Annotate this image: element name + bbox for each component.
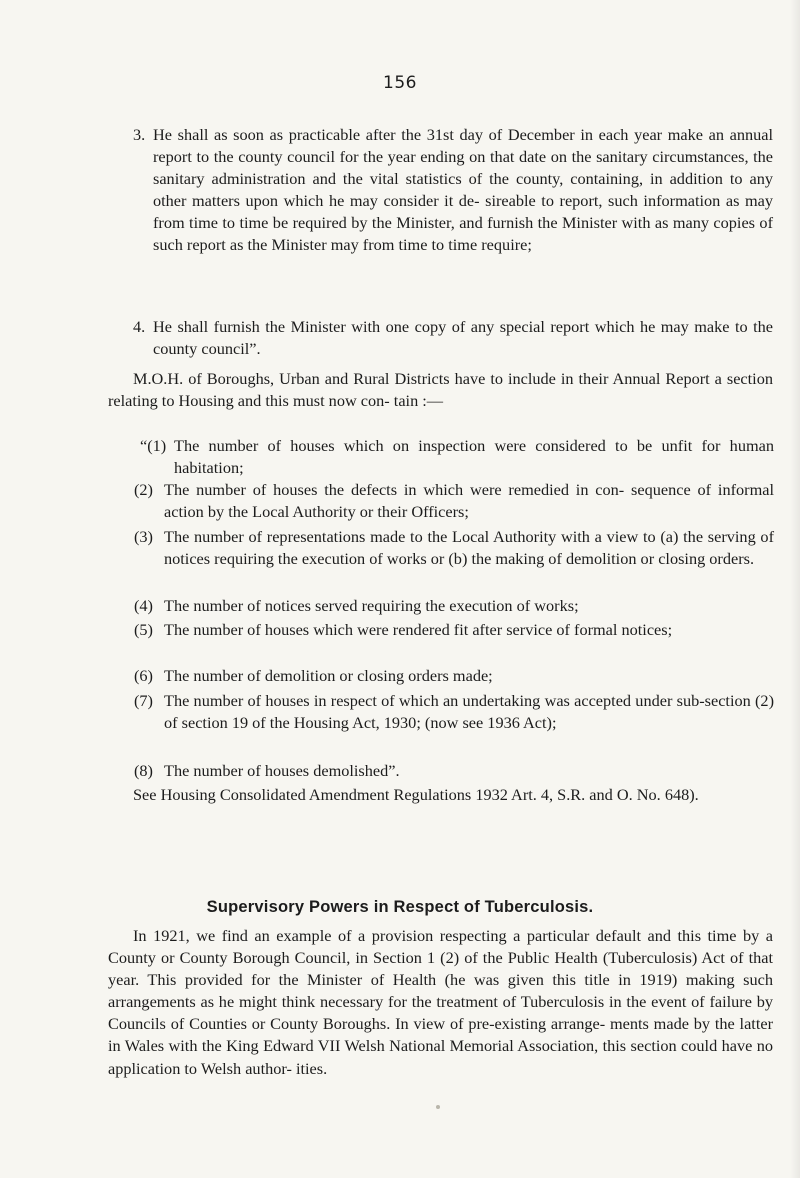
housing-item-1-text: The number of houses which on inspection were considered to be unfit for human habitation; — [174, 436, 774, 478]
housing-item-7-text: The number of houses in respect of which an undertaking was accepted under sub-section (2) of section 19 of the Housing Act, 1930; (now see 1936 Act); — [164, 691, 774, 733]
housing-item-8-number: (8) — [134, 761, 153, 780]
page-edge-shadow — [790, 0, 800, 1178]
see-reference-paragraph: See Housing Consolidated Amendment Regulations 1932 Art. 4, S.R. and O. No. 648). — [133, 785, 699, 804]
housing-item-6-text: The number of demolition or closing orders made; — [164, 666, 493, 685]
housing-item-6 — [134, 665, 774, 687]
clause-4-number: 4. — [133, 317, 146, 336]
housing-item-2-text: The number of houses the defects in which were remedied in con- sequence of informal action by the Local Authority or their Officers; — [164, 480, 774, 522]
clause-3-text: He shall as soon as practicable after the 31st day of December in each year make an annual report to the county council for the year ending on that date on the sanitary circumstances, the sanitary administration and the vital statistics of the county, containing, in addition to any other matters upon which he may consider it de- sireable to report, such information as may from time to time be required by the Minister, and furnish the Minister with as many copies of such report as the Minister may from time to time require; — [153, 125, 773, 255]
housing-item-2 — [134, 479, 774, 523]
housing-item-5-number: (5) — [134, 620, 153, 639]
clause-3 — [133, 124, 773, 257]
housing-item-1-number: “(1) — [140, 436, 167, 455]
housing-item-8 — [134, 760, 774, 782]
housing-item-6-number: (6) — [134, 666, 153, 685]
housing-item-3 — [134, 526, 774, 570]
housing-item-3-number: (3) — [134, 527, 153, 546]
clause-3-number: 3. — [133, 125, 146, 144]
tuberculosis-paragraph: In 1921, we find an example of a provision respecting a particular default and this time by a County or County Borough Council, in Section 1 (2) of the Public Health (Tuberculosis) Act of that year. This provided for the Minister of Health (he was given this title in 1919) making such arrangements as he might think necessary for the treatment of Tuberculosis in the event of failure by Councils of Counties or County Boroughs. In view of pre-existing arrange- ments made by the latter in Wales with the King Edward VII Welsh National Memorial Association, this section could have no application to Welsh author- ities. — [108, 926, 773, 1078]
housing-item-7-number: (7) — [134, 691, 153, 710]
housing-item-3-text: The number of representations made to the Local Authority with a view to (a) the serving of notices requiring the execution of works or (b) the making of demolition or closing orders. — [164, 527, 774, 569]
housing-item-7 — [134, 690, 774, 734]
housing-item-5-text: The number of houses which were rendered fit after service of formal notices; — [164, 620, 673, 639]
housing-item-5 — [134, 619, 774, 641]
paper-speck — [436, 1105, 440, 1109]
clause-4 — [133, 316, 773, 360]
housing-item-1 — [140, 435, 774, 479]
housing-item-4-number: (4) — [134, 596, 153, 615]
housing-item-4 — [134, 595, 774, 617]
page-number: 156 — [383, 73, 417, 93]
housing-item-2-number: (2) — [134, 480, 153, 499]
housing-item-4-text: The number of notices served requiring the execution of works; — [164, 596, 579, 615]
housing-item-8-text: The number of houses demolished”. — [164, 761, 400, 780]
moh-intro-paragraph: M.O.H. of Boroughs, Urban and Rural Districts have to include in their Annual Report a section relating to Housing and this must now con- tain :— — [108, 369, 773, 411]
section-heading: Supervisory Powers in Respect of Tuberculosis. — [206, 898, 594, 916]
clause-4-text: He shall furnish the Minister with one copy of any special report which he may make to the county council”. — [153, 317, 773, 359]
